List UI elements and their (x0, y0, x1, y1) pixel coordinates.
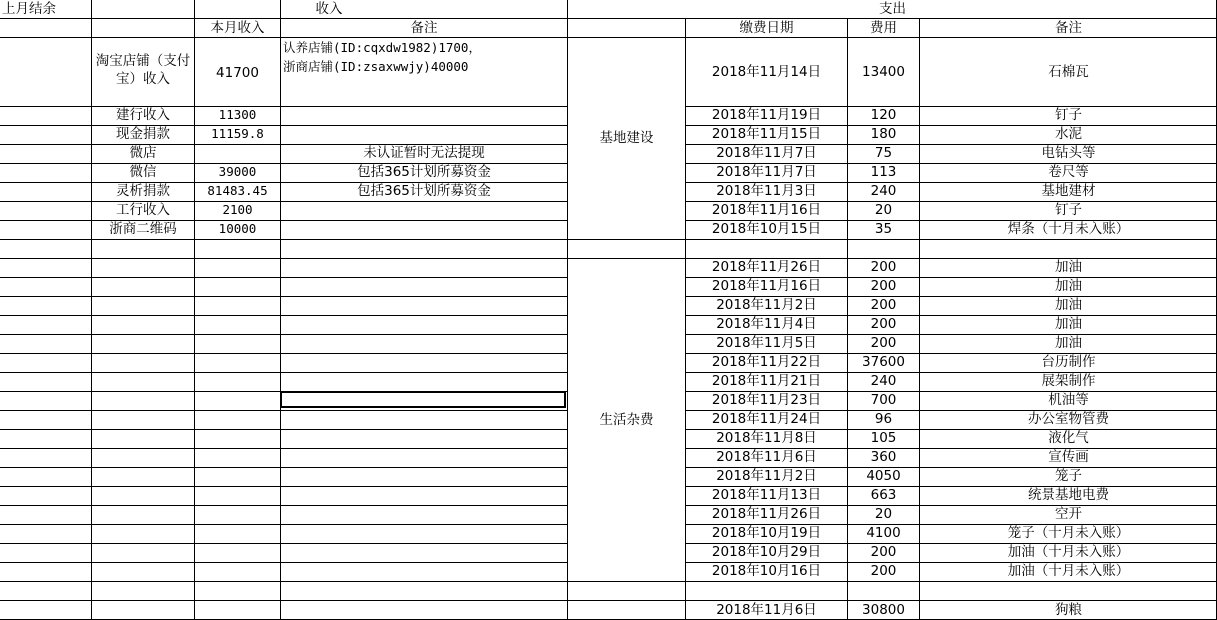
expense-note-cell[interactable]: 宣传画 (1048, 449, 1089, 465)
income-header[interactable]: 收入 (315, 1, 343, 17)
gridline-horizontal (0, 353, 568, 354)
expense-note-cell[interactable]: 空开 (1055, 506, 1082, 522)
expense-header[interactable]: 支出 (879, 1, 906, 17)
expense-date-cell[interactable]: 2018年11月19日 (711, 107, 822, 123)
income-note-cell[interactable]: 未认证暂时无法提现 (363, 145, 485, 161)
gridline-horizontal (0, 18, 1217, 19)
monthly-income-column-header[interactable]: 本月收入 (210, 20, 265, 36)
expense-note-cell[interactable]: 加油 (1055, 316, 1082, 332)
expense-note-cell[interactable]: 钉子 (1055, 202, 1082, 218)
gridline-vertical (91, 0, 92, 620)
gridline-horizontal (0, 106, 568, 107)
expense-date-cell[interactable]: 2018年11月21日 (711, 373, 822, 389)
expense-date-cell[interactable]: 2018年11月26日 (711, 506, 822, 522)
income-note-cell[interactable]: 包括365计划所募资金 (357, 164, 491, 180)
expense-date-cell[interactable]: 2018年11月7日 (716, 164, 817, 180)
expense-amount-cell[interactable]: 200 (870, 544, 897, 560)
expense-amount-cell[interactable]: 200 (870, 316, 897, 332)
expense-date-cell[interactable]: 2018年10月29日 (711, 544, 822, 560)
gridline-vertical (567, 0, 568, 620)
gridline-horizontal (0, 448, 568, 449)
selected-cell[interactable] (280, 391, 566, 408)
gridline-horizontal (0, 125, 568, 126)
expense-amount-cell[interactable]: 200 (870, 278, 897, 294)
expense-date-cell[interactable]: 2018年11月23日 (711, 392, 822, 408)
expense-amount-cell[interactable]: 200 (870, 335, 897, 351)
expense-date-cell[interactable]: 2018年11月7日 (716, 145, 817, 161)
expense-amount-cell[interactable]: 105 (870, 430, 897, 446)
expense-date-cell[interactable]: 2018年11月14日 (711, 64, 822, 80)
gridline-horizontal (0, 410, 568, 411)
income-note-cell[interactable]: 认养店铺(ID:cqxdw1982)1700， 浙商店铺(ID:zsaxwwjy)40000 (283, 40, 481, 74)
expense-note-cell[interactable]: 加油 (1055, 297, 1082, 313)
income-amount-cell[interactable]: 41700 (216, 65, 259, 81)
expense-note-cell[interactable]: 机油等 (1048, 392, 1089, 408)
expense-date-cell[interactable]: 2018年10月19日 (711, 525, 822, 541)
expense-amount-cell[interactable]: 4050 (866, 468, 901, 484)
income-note-column-header[interactable]: 备注 (410, 20, 438, 36)
gridline-horizontal (0, 220, 568, 221)
expense-amount-cell[interactable]: 360 (870, 449, 897, 465)
expense-amount-cell[interactable]: 20 (874, 202, 893, 218)
expense-date-cell[interactable]: 2018年11月6日 (716, 449, 817, 465)
expense-amount-cell[interactable]: 113 (870, 164, 897, 180)
expense-amount-cell[interactable]: 35 (874, 221, 893, 237)
expense-note-cell[interactable]: 台历制作 (1041, 354, 1096, 370)
expense-date-cell[interactable]: 2018年11月16日 (711, 202, 822, 218)
expense-amount-cell[interactable]: 37600 (862, 354, 905, 370)
gridline-horizontal (0, 391, 568, 392)
gridline-horizontal (0, 562, 568, 563)
income-amount-cell[interactable]: 11159.8 (211, 126, 264, 141)
expense-amount-cell[interactable]: 200 (870, 259, 897, 275)
expense-note-cell[interactable]: 加油 (1055, 278, 1082, 294)
expense-note-cell[interactable]: 笼子（十月未入账） (1007, 525, 1130, 541)
expense-amount-cell[interactable]: 20 (874, 506, 893, 522)
expense-amount-cell[interactable]: 30800 (862, 602, 905, 618)
expense-note-cell[interactable]: 电钻头等 (1041, 145, 1096, 161)
gridline-horizontal (0, 505, 568, 506)
expense-note-column-header[interactable]: 备注 (1055, 20, 1082, 36)
expense-date-cell[interactable]: 2018年11月13日 (711, 487, 822, 503)
gridline-horizontal (0, 524, 568, 525)
base-construction-category[interactable]: 基地建设 (599, 130, 654, 146)
expense-amount-cell[interactable]: 96 (874, 411, 893, 427)
expense-amount-cell[interactable]: 240 (870, 373, 897, 389)
expense-note-cell[interactable]: 加油（十月未入账） (1007, 563, 1130, 579)
expense-note-cell[interactable]: 加油 (1055, 259, 1082, 275)
living-expenses-category[interactable]: 生活杂费 (599, 412, 654, 428)
expense-amount-cell[interactable]: 13400 (862, 64, 905, 80)
gridline-horizontal (0, 239, 1217, 240)
expense-date-cell[interactable]: 2018年11月26日 (711, 259, 822, 275)
income-amount-cell[interactable]: 81483.45 (207, 183, 268, 198)
expense-date-cell[interactable]: 2018年11月5日 (716, 335, 817, 351)
expense-date-cell[interactable]: 2018年11月6日 (716, 602, 817, 618)
income-note-cell[interactable]: 包括365计划所募资金 (357, 183, 491, 199)
expense-date-cell[interactable]: 2018年10月15日 (711, 221, 822, 237)
expense-note-cell[interactable]: 统景基地电费 (1028, 487, 1109, 503)
expense-amount-cell[interactable]: 4100 (866, 525, 901, 541)
expense-date-cell[interactable]: 2018年11月3日 (716, 183, 817, 199)
date-column-header[interactable]: 缴费日期 (739, 20, 794, 36)
gridline-horizontal (0, 315, 568, 316)
expense-amount-cell[interactable]: 240 (870, 183, 897, 199)
expense-note-cell[interactable]: 液化气 (1048, 430, 1089, 446)
expense-date-cell[interactable]: 2018年11月8日 (716, 430, 817, 446)
income-source-cell[interactable]: 微信 (129, 164, 157, 180)
expense-date-cell[interactable]: 2018年11月4日 (716, 316, 817, 332)
expense-amount-cell[interactable]: 200 (870, 297, 897, 313)
expense-note-cell[interactable]: 办公室物管费 (1028, 411, 1109, 427)
income-source-cell[interactable]: 灵析捐款 (116, 183, 170, 199)
gridline-horizontal (0, 37, 1217, 38)
expense-note-cell[interactable]: 基地建材 (1041, 183, 1096, 199)
income-source-cell[interactable]: 建行收入 (116, 107, 170, 123)
expense-amount-cell[interactable]: 180 (870, 126, 897, 142)
expense-amount-cell[interactable]: 120 (870, 107, 897, 123)
expense-note-cell[interactable]: 狗粮 (1055, 602, 1082, 618)
gridline-horizontal (0, 372, 568, 373)
last-month-balance-header[interactable]: 上月结余 (2, 1, 56, 17)
gridline-horizontal (0, 334, 568, 335)
expense-amount-cell[interactable]: 700 (870, 392, 897, 408)
expense-date-cell[interactable]: 2018年11月22日 (711, 354, 822, 370)
expense-date-cell[interactable]: 2018年11月16日 (711, 278, 822, 294)
expense-amount-cell[interactable]: 75 (874, 145, 893, 161)
gridline-horizontal (0, 277, 568, 278)
expense-note-cell[interactable]: 加油（十月未入账） (1007, 544, 1130, 560)
income-amount-cell[interactable]: 2100 (222, 202, 253, 217)
gridline-vertical (194, 0, 195, 620)
expense-note-cell[interactable]: 钉子 (1055, 107, 1082, 123)
expense-amount-cell[interactable]: 663 (870, 487, 897, 503)
expense-note-cell[interactable]: 加油 (1055, 335, 1082, 351)
expense-date-cell[interactable]: 2018年11月24日 (711, 411, 822, 427)
income-source-cell[interactable]: 工行收入 (116, 202, 170, 218)
gridline-horizontal (0, 581, 1217, 582)
gridline-horizontal (0, 201, 568, 202)
expense-date-cell[interactable]: 2018年11月2日 (716, 297, 817, 313)
amount-column-header[interactable]: 费用 (870, 20, 897, 36)
expense-note-cell[interactable]: 卷尺等 (1048, 164, 1089, 180)
income-amount-cell[interactable]: 11300 (218, 107, 257, 122)
expense-note-cell[interactable]: 水泥 (1055, 126, 1082, 142)
expense-date-cell[interactable]: 2018年11月15日 (711, 126, 822, 142)
gridline-horizontal (0, 543, 568, 544)
expense-amount-cell[interactable]: 200 (870, 563, 897, 579)
gridline-horizontal (0, 429, 568, 430)
income-source-cell[interactable]: 现金捐款 (116, 126, 170, 142)
expense-note-cell[interactable]: 石棉瓦 (1048, 64, 1089, 80)
expense-date-cell[interactable]: 2018年11月2日 (716, 468, 817, 484)
gridline-horizontal (0, 296, 568, 297)
expense-date-cell[interactable]: 2018年10月16日 (711, 563, 822, 579)
income-amount-cell[interactable]: 10000 (218, 221, 257, 236)
gridline-vertical (280, 0, 281, 620)
gridline-horizontal (0, 467, 568, 468)
income-amount-cell[interactable]: 39000 (218, 164, 257, 179)
income-source-cell[interactable]: 淘宝店铺（支付宝）收入 (95, 53, 191, 87)
income-source-cell[interactable]: 浙商二维码 (109, 221, 177, 237)
expense-note-cell[interactable]: 笼子 (1055, 468, 1082, 484)
income-source-cell[interactable]: 微店 (129, 145, 157, 161)
gridline-horizontal (0, 486, 568, 487)
expense-note-cell[interactable]: 展架制作 (1041, 373, 1096, 389)
expense-note-cell[interactable]: 焊条（十月未入账） (1007, 221, 1130, 237)
